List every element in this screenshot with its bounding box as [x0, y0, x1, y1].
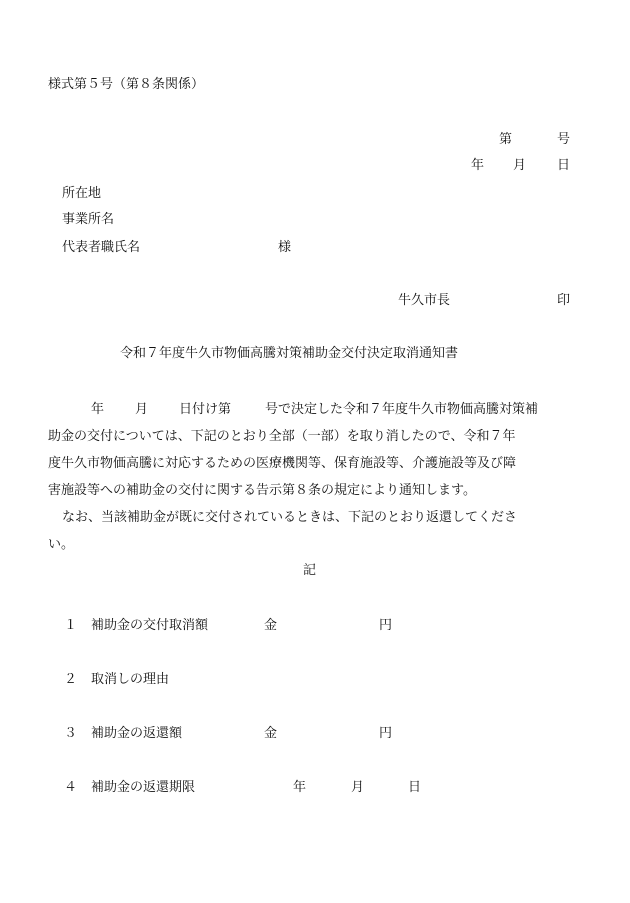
- document-title: 令和７年度牛久市物価高騰対策補助金交付決定取消通知書: [120, 346, 459, 361]
- item-label: 補助金の交付取消額: [91, 618, 209, 633]
- item-label: 取消しの理由: [91, 672, 170, 687]
- office-name-label: 事業所名: [62, 212, 115, 227]
- body-month: 月: [135, 402, 149, 417]
- body-line: 度牛久市物価高騰に対応するための医療機関等、保育施設等、介護施設等及び障: [48, 456, 517, 471]
- sender-title: 牛久市長: [398, 293, 451, 308]
- doc-number-suffix: 号: [557, 132, 571, 147]
- item-number: １: [64, 618, 78, 633]
- body-line: 害施設等への補助金の交付に関する告示第８条の規定により通知します。: [48, 483, 476, 498]
- seal-mark: 印: [557, 293, 571, 308]
- note-line: なお、当該補助金が既に交付されているときは、下記のとおり返還してくださ: [62, 510, 518, 525]
- body-line1-rest: 号で決定した令和７年度牛久市物価高騰対策補: [265, 402, 539, 417]
- ki-heading: 記: [303, 563, 317, 578]
- date-day: 日: [557, 158, 571, 173]
- deadline-day: 日: [408, 780, 422, 795]
- honorific: 様: [278, 240, 292, 255]
- date-month: 月: [513, 158, 527, 173]
- address-label: 所在地: [62, 186, 102, 201]
- deadline-month: 月: [351, 780, 365, 795]
- date-year: 年: [471, 158, 485, 173]
- item-number: ３: [64, 726, 78, 741]
- item-label: 補助金の返還額: [91, 726, 183, 741]
- item-number: ４: [64, 780, 78, 795]
- yen-label: 円: [379, 726, 393, 741]
- deadline-year: 年: [293, 780, 307, 795]
- doc-number-prefix: 第: [499, 132, 513, 147]
- form-number: 様式第５号（第８条関係）: [48, 77, 205, 92]
- kin-label: 金: [264, 618, 278, 633]
- kin-label: 金: [264, 726, 278, 741]
- yen-label: 円: [379, 618, 393, 633]
- item-label: 補助金の返還期限: [91, 780, 196, 795]
- representative-label: 代表者職氏名: [62, 240, 141, 255]
- note-line: い。: [48, 537, 75, 552]
- body-line: 助金の交付については、下記のとおり全部（一部）を取り消したので、令和７年: [48, 429, 516, 444]
- item-number: ２: [64, 672, 78, 687]
- body-date-prefix: 日付け第: [179, 402, 232, 417]
- body-year: 年: [91, 402, 105, 417]
